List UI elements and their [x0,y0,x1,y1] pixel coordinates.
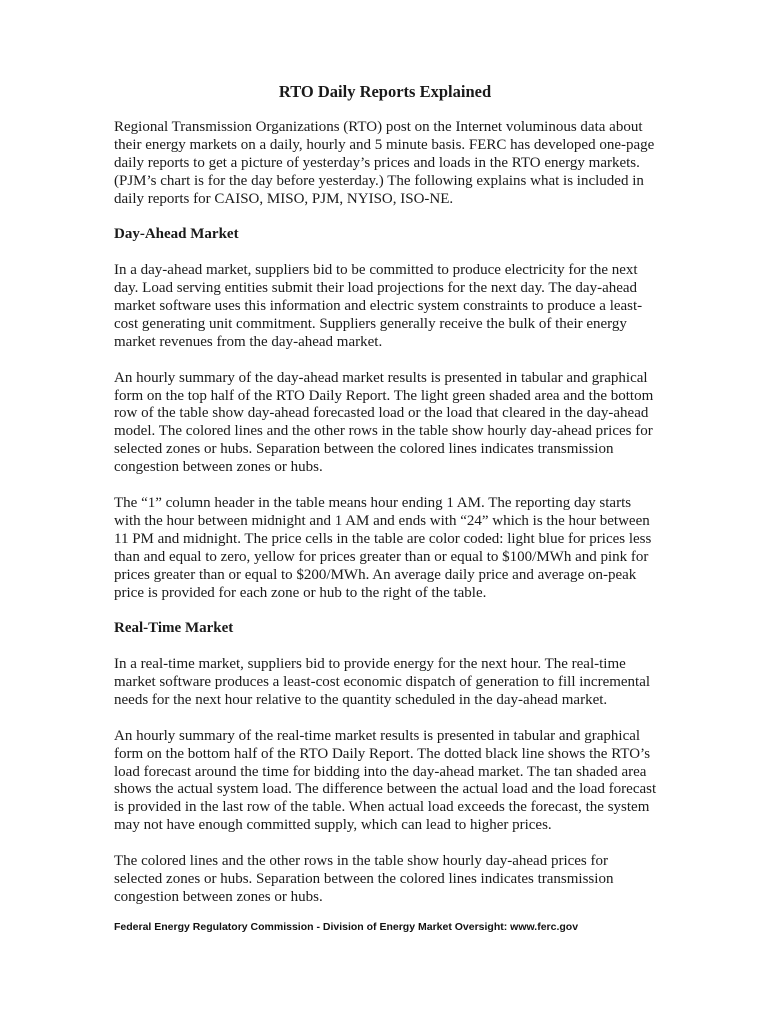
real-time-paragraph-1: In a real-time market, suppliers bid to provide energy for the next hour. The real-time market software produces a least-cost economic dispatch of generation to fill incremental needs for the next hour relative to the quantity scheduled in the day-ahead market. [114,656,651,708]
day-ahead-paragraph-3: The “1” column header in the table means hour ending 1 AM. The reporting day starts with the hour between midnight and 1 AM and ends with “24” which is the hour between 11 PM and midnight. The price cells in the table are color coded: light blue for prices less than and equal to zero, yellow for prices greater than or equal to $100/MWh and pink for prices greater than or equal to $200/MWh. An average daily price and average on-peak price is provided for each zone or hub to the right of the table. [114,494,652,601]
intro-paragraph: Regional Transmission Organizations (RTO) post on the Internet voluminous data about their energy markets on a daily, hourly and 5 minute basis. FERC has developed one-page daily reports to get a picture of yesterday’s prices and loads in the RTO energy markets. (PJM’s chart is for the day before yesterday.) The following explains what is included in daily reports for CAISO, MISO, PJM, NYISO, ISO-NE. [114,119,655,207]
real-time-paragraph-3: The colored lines and the other rows in the table show hourly day-ahead prices for selected zones or hubs. Separation between the colored lines indicates transmission congestion between zones or hubs. [114,853,614,905]
real-time-heading: Real-Time Market [114,620,234,637]
day-ahead-paragraph-1: In a day-ahead market, suppliers bid to be committed to produce electricity for the next day. Load serving entities submit their load projections for the next day. The day-ahead market software uses this information and electric system constraints to produce a least-cost generating unit commitment. Suppliers generally receive the bulk of their energy market revenues from the day-ahead market. [114,262,643,350]
page-footer: Federal Energy Regulatory Commission - Division of Energy Market Oversight: www.ferc.gov [114,921,579,933]
real-time-paragraph-2: An hourly summary of the real-time market results is presented in tabular and graphical form on the bottom half of the RTO Daily Report. The dotted black line shows the RTO’s load forecast around the time for bidding into the day-ahead market. The tan shaded area shows the actual system load. The difference between the actual load and the load forecast is provided in the last row of the table. When actual load exceeds the forecast, the system may not have enough committed supply, which can lead to higher prices. [114,727,657,834]
day-ahead-paragraph-2: An hourly summary of the day-ahead market results is presented in tabular and graphical form on the top half of the RTO Daily Report. The light green shaded area and the bottom row of the table show day-ahead forecasted load or the load that cleared in the day-ahead model. The colored lines and the other rows in the table show hourly day-ahead prices for selected zones or hubs. Separation between the colored lines indicates transmission congestion between zones or hubs. [114,369,654,476]
document-title: RTO Daily Reports Explained [278,82,492,101]
document-body [114,119,660,907]
day-ahead-heading: Day-Ahead Market [114,226,239,243]
